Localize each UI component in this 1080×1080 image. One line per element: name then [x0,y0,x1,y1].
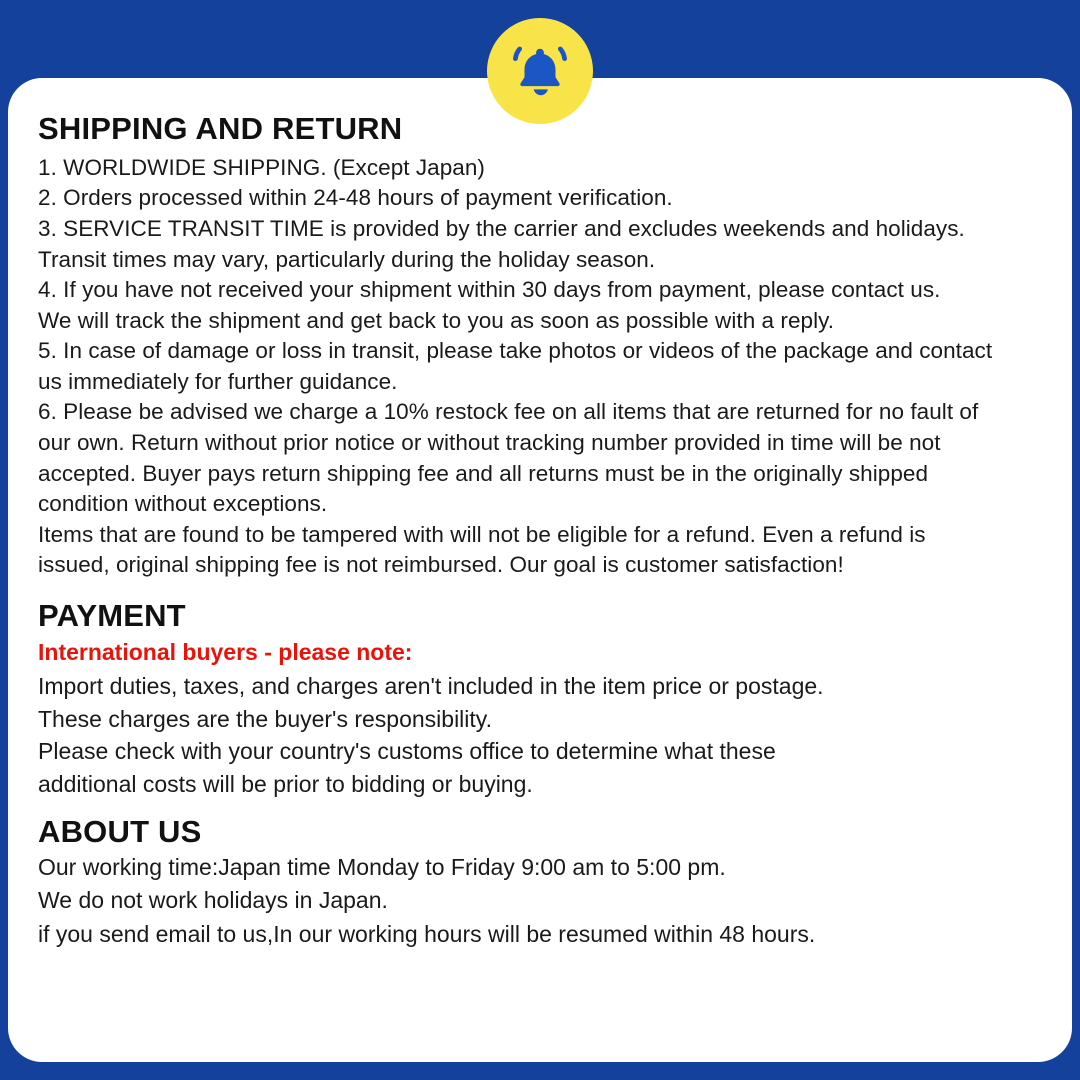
payment-section-title: PAYMENT [38,598,186,634]
about-line: if you send email to us,In our working hours will be resumed within 48 hours. [38,920,816,947]
payment-line: Please check with your country's customs office to determine what these [38,738,776,765]
shipping-line: Transit times may vary, particularly during the holiday season. [38,246,656,272]
about-line: Our working time:Japan time Monday to Friday 9:00 am to 5:00 pm. [38,854,726,881]
shipping-line: condition without exceptions. [38,491,328,517]
shipping-line: 1. WORLDWIDE SHIPPING. (Except Japan) [38,154,485,180]
about-lines [38,851,1042,950]
bell-badge [487,18,593,124]
shipping-line: our own. Return without prior notice or without tracking number provided in time will be not [38,430,941,456]
payment-line: Import duties, taxes, and charges aren't included in the item price or postage. [38,672,824,699]
shipping-section-title: SHIPPING AND RETURN [38,111,403,146]
shipping-line: We will track the shipment and get back to you as soon as possible with a reply. [38,307,835,333]
shipping-line: 5. In case of damage or loss in transit, please take photos or videos of the package and contact [38,338,993,364]
shipping-lines [38,153,1042,581]
bell-icon [509,40,571,102]
about-line: We do not work holidays in Japan. [38,887,388,914]
payment-line: These charges are the buyer's responsibility. [38,705,492,732]
international-buyers-note: International buyers - please note: [38,638,413,665]
shipping-line: 2. Orders processed within 24-48 hours of payment verification. [38,185,673,211]
shipping-line: us immediately for further guidance. [38,368,398,394]
payment-lines [38,670,1042,801]
shipping-line: Items that are found to be tampered with will not be eligible for a refund. Even a refund is [38,521,926,547]
payment-line: additional costs will be prior to bidding or buying. [38,770,533,797]
about-section-title: ABOUT US [38,813,202,849]
shipping-line: 3. SERVICE TRANSIT TIME is provided by the carrier and excludes weekends and holidays. [38,215,965,241]
shipping-line: issued, original shipping fee is not reimbursed. Our goal is customer satisfaction! [38,552,844,578]
shipping-line: 6. Please be advised we charge a 10% restock fee on all items that are returned for no fault of [38,399,979,425]
shipping-line: 4. If you have not received your shipment within 30 days from payment, please contact us. [38,277,941,303]
info-card [8,78,1072,1062]
shipping-line: accepted. Buyer pays return shipping fee and all returns must be in the originally shipped [38,460,929,486]
